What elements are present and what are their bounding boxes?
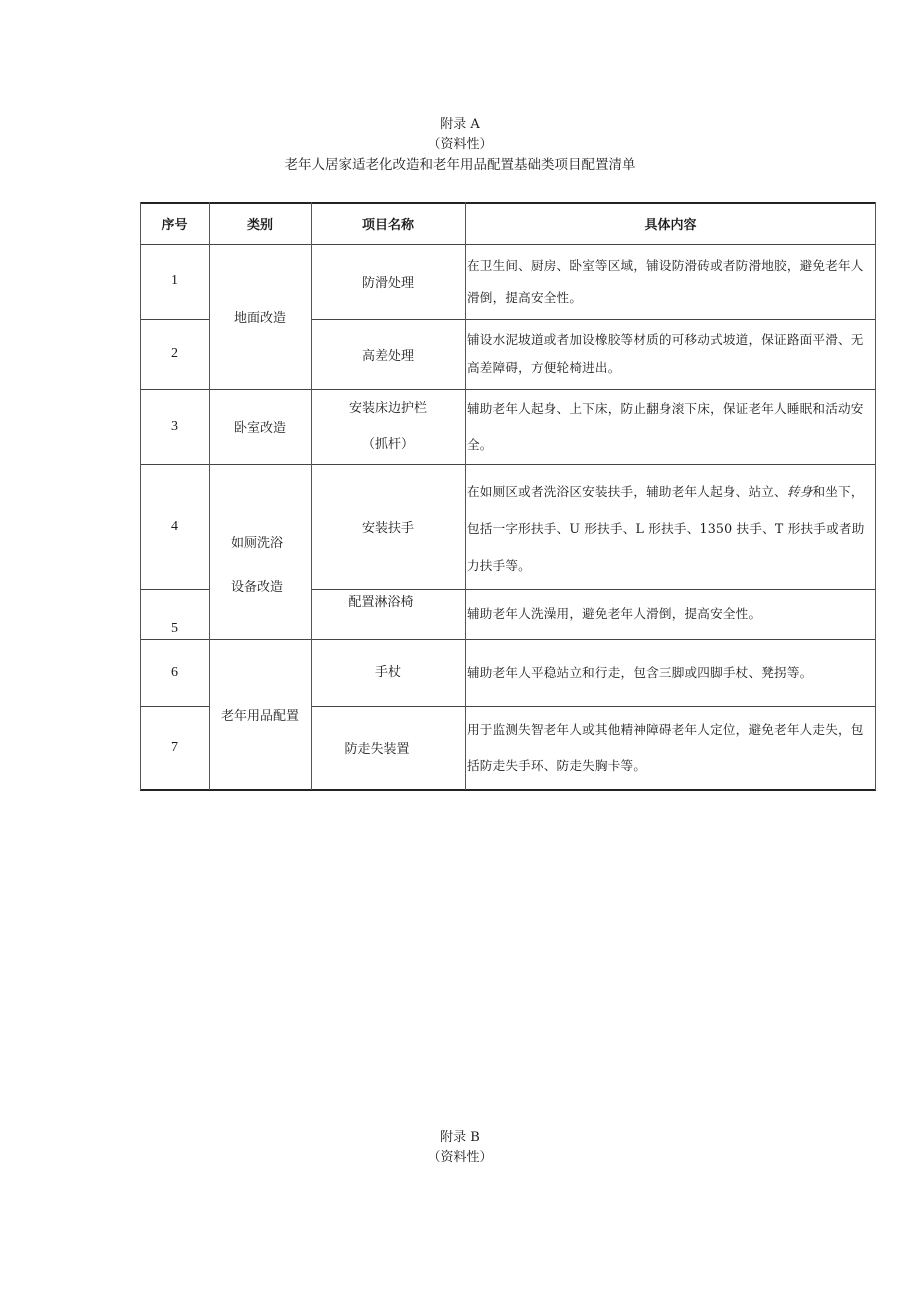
header-item-name: 项目名称 — [361, 217, 414, 233]
row-number: 4 — [171, 518, 178, 534]
item-content — [465, 706, 876, 789]
header-no: 序号 — [161, 217, 188, 233]
item-name: 防走失装置 — [344, 742, 410, 757]
item-content-text: 铺设水泥坡道或者加设橡胶等材质的可移动式坡道，保证路面平滑、无高差障碍，方便轮椅进出。 — [467, 332, 864, 375]
item-name-line: （抓杆） — [361, 436, 414, 452]
category-line: 如厕洗浴 — [230, 536, 283, 551]
item-name — [311, 389, 465, 464]
appendix-b-subtitle: （资料性） — [427, 1150, 493, 1165]
item-content — [465, 389, 876, 464]
row-number: 6 — [171, 664, 178, 680]
item-content-text: 辅助老年人起身、上下床，防止翻身滚下床，保证老年人睡眠和活动安全。 — [467, 400, 864, 452]
item-content — [465, 244, 876, 319]
content-part: 和坐下，包括一字形扶手、U 形扶手、L 形扶手、1350 扶手、T 形扶手或者助力扶手等。 — [467, 484, 865, 573]
item-content-text: 辅助老年人洗澡用，避免老年人滑倒，提高安全性。 — [467, 606, 762, 621]
content-part: 在如厕区或者洗浴区安装扶手，辅助老年人起身、站立、 — [467, 484, 787, 499]
item-name: 安装扶手 — [361, 521, 414, 536]
content-part-italic: 转身 — [786, 484, 813, 499]
appendix-a-subtitle: （资料性） — [427, 137, 493, 152]
table-title: 老年人居家适老化改造和老年用品配置基础类项目配置清单 — [284, 157, 636, 173]
row-number: 3 — [171, 418, 178, 434]
category-bedroom: 卧室改造 — [233, 421, 286, 436]
item-content — [465, 464, 876, 589]
item-content-text — [467, 473, 876, 584]
category-elderly-products: 老年用品配置 — [220, 708, 299, 724]
item-content — [465, 639, 876, 706]
item-content — [465, 319, 876, 389]
item-name: 防滑处理 — [361, 276, 414, 291]
category-toilet-bath — [209, 464, 311, 639]
appendix-b-title: 附录 B — [440, 1130, 480, 1145]
header-category: 类别 — [246, 217, 273, 233]
item-name: 高差处理 — [361, 348, 414, 364]
item-name: 配置淋浴椅 — [348, 595, 414, 610]
row-number: 1 — [171, 272, 178, 288]
item-content-text: 在卫生间、厨房、卧室等区域，铺设防滑砖或者防滑地胶，避免老年人滑倒，提高安全性。 — [467, 257, 864, 305]
row-number: 5 — [171, 621, 178, 636]
category-floor: 地面改造 — [233, 311, 286, 326]
item-content-text: 辅助老年人平稳站立和行走，包含三脚或四脚手杖、凳拐等。 — [467, 664, 813, 680]
item-content — [465, 589, 876, 639]
item-name: 手杖 — [374, 665, 401, 680]
item-name-line: 安装床边护栏 — [348, 400, 427, 416]
item-content-text: 用于监测失智老年人或其他精神障碍老年人定位，避免老年人走失，包括防走失手环、防走失胸卡等。 — [467, 721, 864, 773]
row-number: 7 — [171, 739, 178, 755]
header-content: 具体内容 — [644, 217, 697, 233]
table-border-bottom — [140, 789, 876, 791]
row-number: 2 — [171, 346, 178, 361]
appendix-a-title: 附录 A — [440, 117, 480, 132]
category-line: 设备改造 — [230, 580, 283, 595]
